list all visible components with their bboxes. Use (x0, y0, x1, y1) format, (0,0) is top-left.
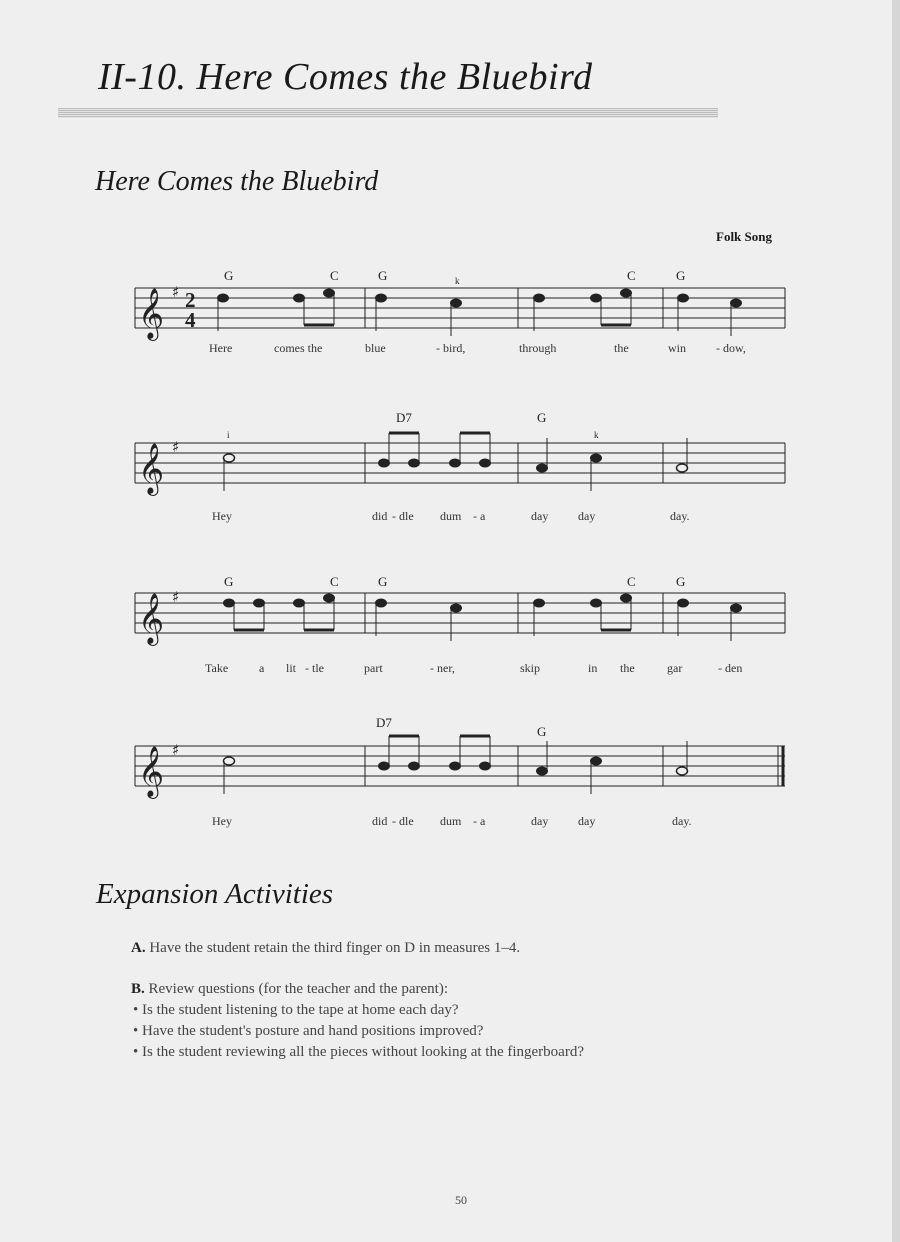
lyric-syllable: did (372, 509, 388, 523)
bullet-icon: • (133, 1044, 139, 1060)
lyric-syllable: - bird, (436, 341, 466, 355)
chord-symbol: G (676, 268, 686, 283)
activity-b-text: Review questions (for the teacher and the parent): (148, 981, 448, 997)
key-sharp-3: ♯ (172, 588, 180, 606)
bullet-icon: • (133, 1023, 139, 1039)
lyric-syllable: day (531, 814, 549, 828)
lyric-syllable: - tle (305, 661, 324, 675)
chord-symbol: D7 (376, 715, 392, 730)
review-question-item (133, 1044, 584, 1061)
time-signature-bottom: 4 (185, 308, 196, 332)
treble-clef-4: 𝄞 (138, 746, 165, 797)
page-number: 50 (455, 1193, 467, 1207)
activity-a-text: Have the student retain the third finger on D in measures 1–4. (149, 940, 521, 956)
lyric-syllable: the (620, 661, 635, 675)
activities-title: Expansion Activities (96, 878, 334, 910)
lyric-syllable: did (372, 814, 388, 828)
activity-a-label: A. (131, 940, 146, 956)
lyric-syllable: Hey (212, 509, 232, 523)
lyric-syllable: day (531, 509, 549, 523)
chord-symbol: G (676, 574, 686, 589)
review-question-text: Is the student listening to the tape at home each day? (142, 1002, 459, 1018)
staff-system-3 (135, 593, 785, 633)
treble-clef-2: 𝄞 (138, 443, 165, 494)
chord-symbol: G (378, 268, 388, 283)
song-title: Here Comes the Bluebird (95, 166, 379, 197)
lyric-syllable: Hey (212, 814, 232, 828)
lyric-syllable: in (588, 661, 598, 675)
chord-symbol: C (330, 268, 339, 283)
fingering-mark: k (594, 430, 599, 440)
lyric-syllable: comes the (274, 341, 323, 355)
chord-symbol: G (224, 268, 234, 283)
lyric-syllable: - dle (392, 814, 414, 828)
key-sharp-4: ♯ (172, 741, 180, 759)
lyric-syllable: - a (473, 509, 486, 523)
lyric-syllable: day (578, 509, 596, 523)
lyric-syllable: the (614, 341, 629, 355)
chord-symbol: C (627, 268, 636, 283)
chord-symbol: G (537, 410, 547, 425)
key-sharp-2: ♯ (172, 438, 180, 456)
notes-system-2 (224, 433, 688, 491)
activity-b-label: B. (131, 981, 145, 997)
song-attribution: Folk Song (716, 229, 772, 244)
lyric-syllable: through (519, 341, 557, 355)
chord-symbol: C (330, 574, 339, 589)
lyric-syllable: Take (205, 661, 229, 675)
lyric-syllable: gar (667, 661, 683, 675)
lyric-syllable: - a (473, 814, 486, 828)
review-question-text: Is the student reviewing all the pieces without looking at the fingerboard? (142, 1044, 584, 1060)
treble-clef-3: 𝄞 (138, 593, 165, 644)
chord-symbol: G (537, 724, 547, 739)
time-signature: 2 (185, 288, 196, 312)
lyric-syllable: dum (440, 509, 462, 523)
fingering-mark: i (227, 430, 230, 440)
activity-b (131, 981, 448, 998)
lyric-syllable: lit (286, 661, 297, 675)
review-question-text: Have the student's posture and hand positions improved? (142, 1023, 484, 1039)
review-question-item (133, 1002, 459, 1019)
lyric-syllable: win (668, 341, 686, 355)
bullet-icon: • (133, 1002, 139, 1018)
activity-a (131, 940, 520, 957)
lyric-syllable: - den (718, 661, 743, 675)
lyric-syllable: - ner, (430, 661, 455, 675)
lyric-syllable: dum (440, 814, 462, 828)
treble-clef-1: 𝄞 (138, 288, 165, 339)
lyric-syllable: day. (672, 814, 692, 828)
notes-system-4 (224, 736, 688, 794)
staff-system-1 (135, 288, 785, 328)
chord-symbol: D7 (396, 410, 412, 425)
lyric-syllable: a (259, 661, 265, 675)
lyric-syllable: blue (365, 341, 386, 355)
chord-symbol: G (224, 574, 234, 589)
fingering-mark: k (455, 276, 460, 286)
lyric-syllable: - dow, (716, 341, 746, 355)
lyric-syllable: day (578, 814, 596, 828)
lyric-syllable: part (364, 661, 383, 675)
review-question-item (133, 1023, 483, 1040)
section-title: II-10. Here Comes the Bluebird (98, 56, 593, 98)
lyric-syllable: skip (520, 661, 541, 675)
chord-symbol: C (627, 574, 636, 589)
key-sharp-1: ♯ (172, 283, 180, 301)
notes-system-3 (224, 594, 742, 641)
chord-symbol: G (378, 574, 388, 589)
lyric-syllable: Here (209, 341, 233, 355)
lyric-syllable: day. (670, 509, 690, 523)
lyric-syllable: - dle (392, 509, 414, 523)
